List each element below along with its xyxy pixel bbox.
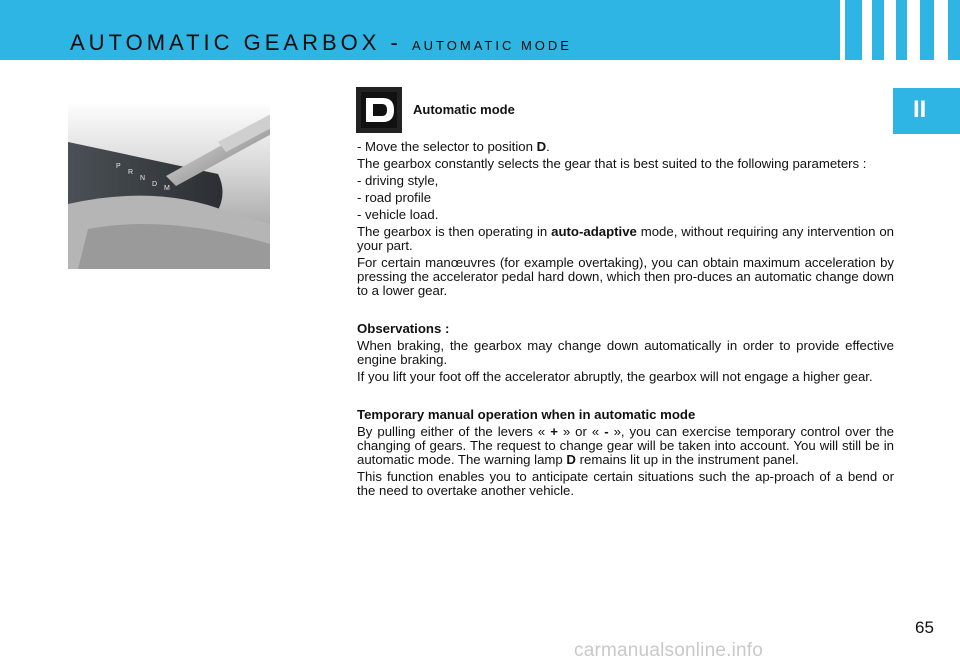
text-bold: auto-adaptive — [551, 224, 637, 239]
paragraph: For certain manœuvres (for example overtaking), you can obtain maximum acceleration by pressing the accelerator pedal hard down, which then pro-duces an automatic change down to a lower gear. — [357, 255, 894, 298]
text-bold: D — [566, 452, 576, 467]
paragraph: This function enables you to anticipate certain situations such the ap-proach of a bend or the need to overtake another vehicle. — [357, 469, 894, 498]
selector-label-p: P — [116, 163, 121, 170]
selector-label-n: N — [140, 175, 146, 182]
d-letter-icon — [356, 87, 402, 133]
title-sub: AUTOMATIC MODE — [412, 38, 572, 53]
text: », you can exercise temporary control over the changing of gears. The request to change gear will be taken into account. You will still be in automatic mode. The warning lamp — [357, 424, 894, 467]
stripe — [840, 0, 845, 60]
text: - Move the selector to position — [357, 139, 537, 154]
list-item: - road profile — [357, 190, 432, 205]
title-main: AUTOMATIC GEARBOX - — [70, 30, 412, 55]
text-bold: - — [604, 424, 609, 439]
gear-selector-photo — [68, 104, 270, 269]
selector-label-d: D — [152, 181, 158, 188]
paragraph — [357, 425, 894, 467]
page-number: 65 — [915, 618, 934, 637]
text: By pulling either of the levers « — [357, 424, 551, 439]
stripe — [907, 0, 920, 60]
text-bold: + — [550, 424, 558, 439]
text-bold: D — [536, 139, 547, 154]
text: The gearbox is then operating in — [357, 224, 552, 239]
temporary-manual-heading: Temporary manual operation when in automatic mode — [357, 407, 696, 422]
chapter-tab-label: II — [913, 96, 927, 123]
selector-label-r: R — [128, 169, 134, 176]
stripe — [862, 0, 872, 60]
selector-label-m: M — [164, 185, 170, 192]
watermark: carmanualsonline.info — [574, 640, 764, 661]
body-text — [357, 140, 894, 501]
page-title — [70, 30, 572, 56]
observations-heading: Observations : — [357, 321, 450, 336]
instruction-line — [357, 140, 894, 154]
paragraph: When braking, the gearbox may change down automatically in order to provide effective engine braking. — [357, 338, 894, 367]
paragraph — [357, 225, 894, 253]
stripe — [934, 0, 948, 60]
chapter-tab — [893, 88, 960, 134]
text: . — [546, 139, 550, 154]
header-stripes-decoration — [840, 0, 960, 60]
section-heading: Automatic mode — [413, 102, 515, 117]
text: remains lit up in the instrument panel. — [575, 452, 799, 467]
text: » or « — [557, 424, 605, 439]
list-item: - vehicle load. — [357, 207, 439, 222]
paragraph: The gearbox constantly selects the gear that is best suited to the following parameters : — [357, 156, 867, 171]
list-item: - driving style, — [357, 173, 439, 188]
text: mode, without requiring any intervention on your part. — [357, 224, 895, 253]
stripe — [884, 0, 896, 60]
paragraph: If you lift your foot off the accelerator abruptly, the gearbox will not engage a higher gear. — [357, 369, 873, 384]
